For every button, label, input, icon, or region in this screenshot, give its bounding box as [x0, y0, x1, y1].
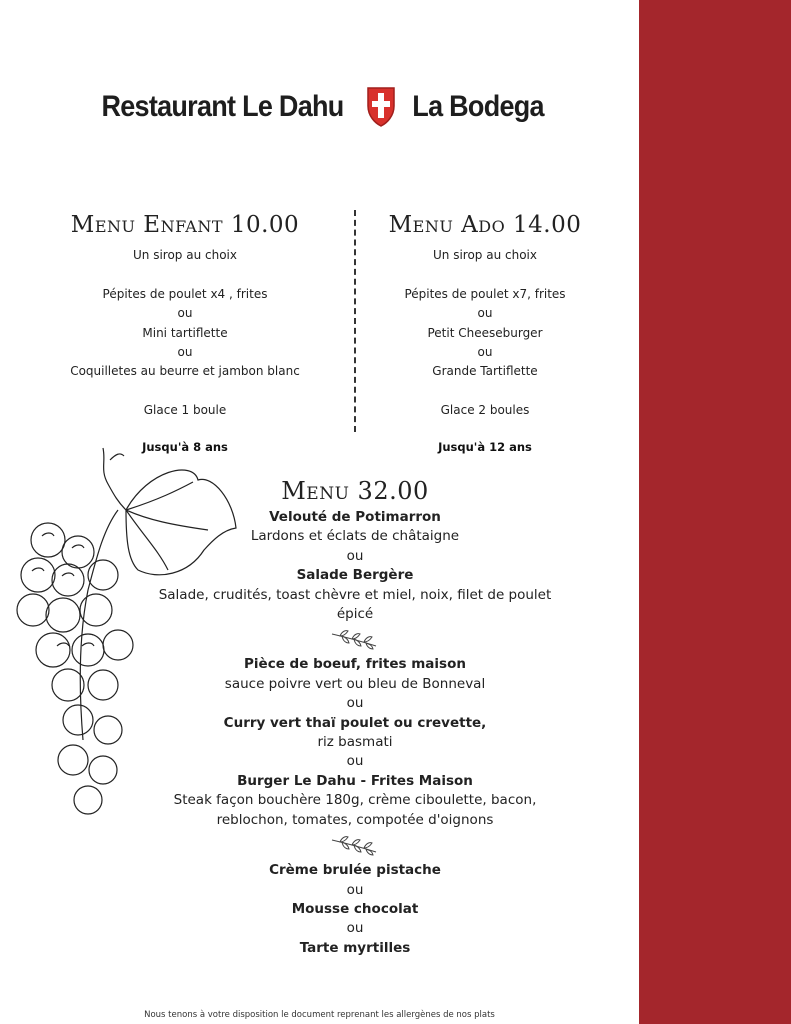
restaurant-name-left: Restaurant Le Dahu — [101, 90, 344, 123]
dish-description: épicé — [336, 606, 374, 623]
dish-name: Burger Le Dahu - Frites Maison — [237, 772, 473, 789]
menu-ado-items — [335, 246, 635, 421]
menu-line: Glace 2 boules — [440, 403, 530, 418]
menu-main-section — [150, 476, 560, 958]
menu-enfant-section — [35, 210, 335, 454]
menu-line: Pépites de poulet x4 , frites — [102, 286, 268, 301]
menu-line: Un sirop au choix — [433, 248, 537, 262]
or-separator: ou — [346, 695, 364, 712]
menu-line: Grande Tartiflette — [432, 364, 538, 379]
menu-ado-section — [335, 210, 635, 454]
starters-list — [150, 508, 560, 624]
or-separator: ou — [346, 920, 364, 937]
menu-line: Pépites de poulet x7, frites — [404, 286, 566, 301]
dish-description: riz basmati — [317, 734, 393, 751]
restaurant-name-right: La Bodega — [412, 90, 544, 123]
red-side-band — [639, 0, 791, 1024]
savoie-cross-shield-icon — [365, 86, 397, 128]
menu-enfant-items — [35, 246, 335, 421]
dish-name: Pièce de boeuf, frites maison — [244, 656, 466, 673]
mains-list — [150, 655, 560, 830]
menu-line — [335, 382, 635, 401]
dish-description: sauce poivre vert ou bleu de Bonneval — [224, 675, 486, 692]
menu-line: Glace 1 boule — [143, 403, 227, 418]
menu-main-title: Menu 32.00 — [281, 477, 429, 505]
restaurant-header — [0, 84, 639, 130]
menu-line — [35, 382, 335, 401]
dish-name: Velouté de Potimarron — [269, 509, 441, 525]
dish-name: Salade Bergère — [296, 567, 414, 584]
or-separator: ou — [346, 753, 364, 770]
menu-line: ou — [177, 345, 193, 360]
menu-ado-age: Jusqu'à 12 ans — [438, 440, 532, 455]
menu-line — [335, 265, 635, 284]
menu-ado-title: Menu Ado 14.00 — [388, 212, 582, 238]
menu-line: ou — [177, 306, 193, 321]
menu-line: Petit Cheeseburger — [427, 325, 543, 340]
dish-name: Crème brulée pistache — [269, 862, 441, 879]
menu-line: ou — [477, 306, 493, 321]
menu-line: Coquilletes au beurre et jambon blanc — [70, 364, 300, 379]
or-separator: ou — [346, 547, 364, 564]
or-separator: ou — [346, 881, 364, 898]
menu-line: ou — [477, 345, 493, 360]
menu-line: Mini tartiflette — [142, 325, 228, 340]
olive-sprig-icon — [330, 834, 380, 856]
dish-description: Steak façon bouchère 180g, crème ciboulette, bacon, — [173, 792, 537, 809]
olive-sprig-icon — [330, 628, 380, 650]
dish-name: Curry vert thaï poulet ou crevette, — [223, 714, 487, 731]
menu-line — [35, 265, 335, 284]
menu-line: Un sirop au choix — [133, 248, 237, 262]
dish-name: Tarte myrtilles — [299, 939, 411, 956]
menu-enfant-title: Menu Enfant 10.00 — [70, 212, 300, 238]
menu-enfant-age: Jusqu'à 8 ans — [142, 440, 228, 455]
desserts-list — [150, 861, 560, 958]
dish-description: Lardons et éclats de châtaigne — [250, 528, 460, 545]
dish-name: Mousse chocolat — [291, 900, 419, 917]
allergens-note: Nous tenons à votre disposition le document reprenant les allergènes de nos plats — [144, 1010, 495, 1020]
dish-description: Salade, crudités, toast chèvre et miel, noix, filet de poulet — [158, 586, 552, 603]
dish-description: reblochon, tomates, compotée d'oignons — [216, 811, 494, 828]
